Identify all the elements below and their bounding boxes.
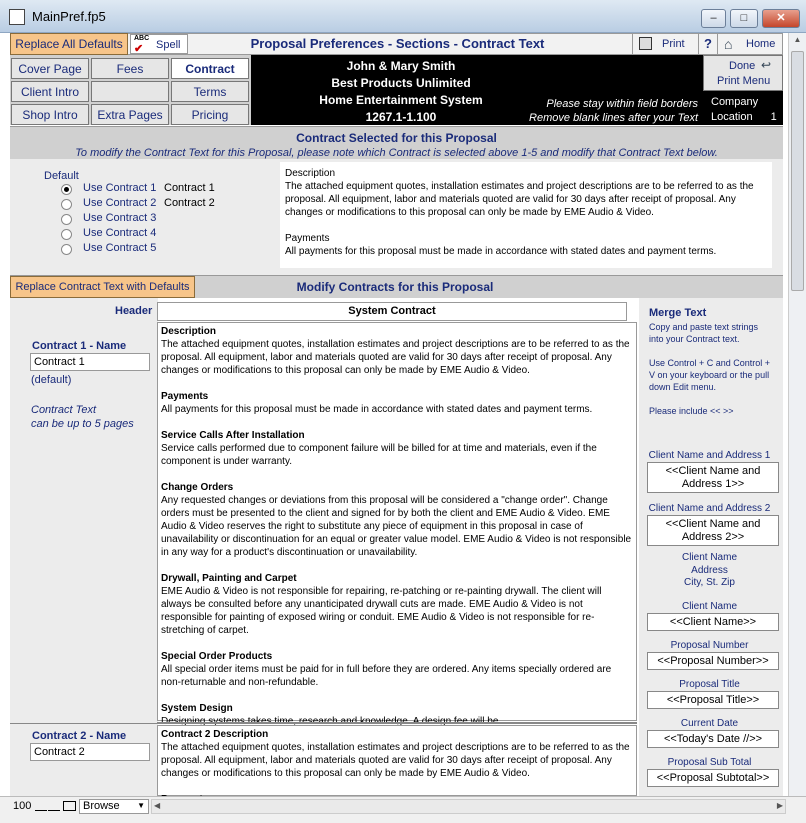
status-area-icon[interactable] xyxy=(63,801,76,811)
merge-label: Current Date xyxy=(680,718,739,729)
replace-all-defaults-button[interactable]: Replace All Defaults xyxy=(10,33,128,55)
nav-extra-pages[interactable]: Extra Pages xyxy=(91,104,169,125)
section-heading: System Design xyxy=(161,703,233,714)
page-title: Proposal Preferences - Sections - Contract Text xyxy=(250,36,545,51)
replace-contract-text-button[interactable]: Replace Contract Text with Defaults xyxy=(10,276,195,298)
status-bar xyxy=(0,796,806,823)
client-info-box xyxy=(251,55,783,125)
section-heading: Service Calls After Installation xyxy=(161,430,305,441)
section-heading: Description xyxy=(161,326,217,337)
section-heading: Drywall, Painting and Carpet xyxy=(161,573,297,584)
contract-radio-2[interactable] xyxy=(61,199,72,210)
mode-select[interactable]: Browse ▼ xyxy=(79,799,149,814)
scroll-left-icon[interactable]: ◀ xyxy=(154,801,161,810)
contract-section xyxy=(161,325,633,377)
return-arrow-icon: ↩ xyxy=(761,58,772,72)
merge-field[interactable]: <<Proposal Number>> xyxy=(647,652,779,670)
contract2-name-input[interactable]: Contract 2 xyxy=(30,743,150,761)
section-body: All payments for this proposal must be made in accordance with stated dates and payment terms. xyxy=(161,404,593,415)
client-project: Home Entertainment System xyxy=(319,93,483,107)
section-heading: Contract 2 Description xyxy=(161,729,269,740)
default-label: Default xyxy=(44,170,79,182)
minimize-button[interactable]: – xyxy=(701,9,726,28)
zoom-level[interactable]: 100 xyxy=(13,800,32,812)
client-company: Best Products Unlimited xyxy=(331,76,471,90)
contract-text-note: Contract Text can be up to 5 pages xyxy=(31,404,134,430)
section-heading: Special Order Products xyxy=(161,651,273,662)
contract-radio-3[interactable] xyxy=(61,214,72,225)
merge-label: Client Name and Address 1 xyxy=(648,450,771,461)
contract1-text-area[interactable] xyxy=(157,322,637,721)
contract-radio-5[interactable] xyxy=(61,244,72,255)
merge-field[interactable]: <<Proposal Title>> xyxy=(647,691,779,709)
merge-description: Copy and paste text strings into your Contract text. Use Control + C and Control + V on your keyboard or the pull down Edit menu. Please include << >> xyxy=(649,322,771,416)
contract-section xyxy=(161,728,633,780)
contract-preview: Description The attached equipment quotes, installation estimates and project descriptions are to be referred to as the proposal. All equipment, labor and materials quoted are valid for 30 days after receipt of proposal. Any changes or modifications to this proposal can only be made by EME Audio & Video. Payments All payments for this proposal must be made in accordance with stated dates and payment terms. xyxy=(280,162,772,268)
printer-icon xyxy=(639,37,652,50)
client-name: John & Mary Smith xyxy=(346,59,456,73)
vertical-scrollbar[interactable] xyxy=(788,33,806,813)
contract1-default-label: (default) xyxy=(31,374,72,386)
section-body: Service calls performed due to component failure will be billed for at time and materials, even if the component is under warranty. xyxy=(161,443,597,467)
merge-title: Merge Text xyxy=(649,307,707,319)
scroll-thumb[interactable] xyxy=(791,51,804,291)
nav-client-intro[interactable]: Client Intro xyxy=(11,81,89,102)
blank-lines-note: Remove blank lines after your Text xyxy=(529,112,698,124)
nav-pricing[interactable]: Pricing xyxy=(171,104,249,125)
zoom-out-icon[interactable] xyxy=(35,801,47,811)
merge-field[interactable]: <<Today's Date //>> xyxy=(647,730,779,748)
done-print-menu-button[interactable]: Done ↩ Print Menu xyxy=(703,55,783,91)
section-heading: Change Orders xyxy=(161,482,234,493)
merge-field[interactable]: <<Client Name and Address 1>> xyxy=(647,462,779,493)
contract-section xyxy=(161,650,633,689)
horizontal-scrollbar[interactable] xyxy=(151,799,786,814)
contract-section xyxy=(161,429,633,468)
dropdown-arrow-icon: ▼ xyxy=(137,801,145,810)
merge-label: Proposal Sub Total xyxy=(667,757,752,768)
header-input[interactable]: System Contract xyxy=(157,302,627,321)
proposal-number: 1267.1-1.100 xyxy=(365,110,437,124)
document-icon xyxy=(9,9,25,25)
merge-label: Proposal Title xyxy=(679,679,740,690)
section-body: Any requested changes or deviations from this proposal will be considered a "change order". Change orders must be presented to the client and signed for by both the client and EME Audio & Video. EME Audio & Video reserves the right to substitute any piece of equipment in this proposal in case of unavailability or discontinuation for an equal or greater value model. EME Audio & Video is not responsible in any way for a product's discontinuation or unavailability. xyxy=(161,495,632,558)
contract-selected-title: Contract Selected for this Proposal xyxy=(296,131,497,145)
contract-selected-band xyxy=(10,126,783,159)
nav-fees[interactable]: Fees xyxy=(91,58,169,79)
company-label: Company xyxy=(711,96,759,108)
print-button[interactable]: Print xyxy=(632,34,692,54)
default-selection-area xyxy=(10,159,783,275)
merge-field[interactable]: <<Proposal Subtotal>> xyxy=(647,769,779,787)
contract-option-label[interactable]: Use Contract 1 xyxy=(83,182,157,194)
left-labels-column xyxy=(10,298,158,796)
merge-label: Client Name and Address 2 xyxy=(648,503,771,514)
contract1-name-label: Contract 1 - Name xyxy=(32,340,127,352)
nav-contract[interactable]: Contract xyxy=(171,58,249,79)
contract-option-name: Contract 1 xyxy=(164,182,215,194)
zoom-in-icon[interactable] xyxy=(48,801,60,811)
section-body: The attached equipment quotes, installation estimates and project descriptions are to be referred to as the proposal. All equipment, labor and materials quoted are valid for 30 days after receipt of proposal. Any changes or modifications to this proposal can only be made by EME Audio & Video. xyxy=(161,339,630,376)
contract-radio-1[interactable] xyxy=(61,184,72,195)
contract-option-label[interactable]: Use Contract 3 xyxy=(83,212,157,224)
merge-field[interactable]: <<Client Name>> xyxy=(647,613,779,631)
merge-address-text: Address xyxy=(691,565,728,576)
nav-terms[interactable]: Terms xyxy=(171,81,249,102)
main-content xyxy=(5,33,788,796)
close-button[interactable]: ✕ xyxy=(762,9,800,28)
location-label: Location xyxy=(711,111,753,123)
divider xyxy=(157,722,637,724)
section-heading: Payments xyxy=(161,391,209,402)
contract1-name-input[interactable]: Contract 1 xyxy=(30,353,150,371)
window-title: MainPref.fp5 xyxy=(32,9,106,24)
merge-label: Client Name xyxy=(681,601,738,612)
contract-section xyxy=(161,390,633,416)
contract-option-label[interactable]: Use Contract 5 xyxy=(83,242,157,254)
modify-title: Modify Contracts for this Proposal xyxy=(296,280,494,294)
scroll-right-icon[interactable]: ▶ xyxy=(776,801,783,810)
contract2-text-area[interactable] xyxy=(157,725,637,796)
nav-shop-intro[interactable]: Shop Intro xyxy=(11,104,89,125)
merge-field[interactable]: <<Client Name and Address 2>> xyxy=(647,515,779,546)
house-icon: ⌂ xyxy=(724,36,733,52)
spell-check-icon: ABC ✔ xyxy=(134,35,150,55)
location-value: 1 xyxy=(770,111,777,123)
help-button[interactable]: ? xyxy=(698,34,718,54)
scroll-up-icon[interactable]: ▲ xyxy=(793,35,802,44)
contract-selected-instructions: To modify the Contract Text for this Proposal, please note which Contract is selected above 1-5 and modify that Contract Text below. xyxy=(75,147,718,159)
contract-option-label[interactable]: Use Contract 2 xyxy=(83,197,157,209)
merge-label: Proposal Number xyxy=(670,640,749,651)
section-body: The attached equipment quotes, installation estimates and project descriptions are to be referred to as the proposal. All equipment, labor and materials quoted are valid for 30 days after receipt of proposal. Any changes or modifications to this proposal can only be made by EME Audio & Video. xyxy=(161,742,630,779)
section-body: EME Audio & Video is not responsible for repairing, re-patching or re-painting drywall. The client will always be consulted before any unanticipated drywall cuts are made. EME Audio & Video is not responsible for painting of exposed wiring or conduit. EME Audio & Video is not responsible for re-stretching of carpet. xyxy=(161,586,602,636)
merge-text-column xyxy=(639,298,783,796)
title-bar xyxy=(0,0,806,33)
contract-section xyxy=(161,572,633,637)
header-label: Header xyxy=(115,305,153,317)
contract2-name-label: Contract 2 - Name xyxy=(32,730,127,742)
contract-radio-4[interactable] xyxy=(61,229,72,240)
spell-button[interactable]: ABC ✔ Spell xyxy=(130,34,188,54)
nav-blank xyxy=(91,81,169,102)
merge-city-text: City, St. Zip xyxy=(684,577,735,588)
nav-cover-page[interactable]: Cover Page xyxy=(11,58,89,79)
home-button[interactable]: ⌂ Home xyxy=(724,36,776,52)
contract-option-name: Contract 2 xyxy=(164,197,215,209)
divider xyxy=(10,723,158,724)
contract-section xyxy=(161,481,633,559)
section-body: All special order items must be paid for in full before they are ordered. Any items specially ordered are non-returnable and non-refundable. xyxy=(161,664,612,688)
maximize-button[interactable]: □ xyxy=(730,9,758,28)
contract-option-label[interactable]: Use Contract 4 xyxy=(83,227,157,239)
field-borders-note: Please stay within field borders xyxy=(546,98,698,110)
merge-label: Client Name xyxy=(681,552,738,563)
